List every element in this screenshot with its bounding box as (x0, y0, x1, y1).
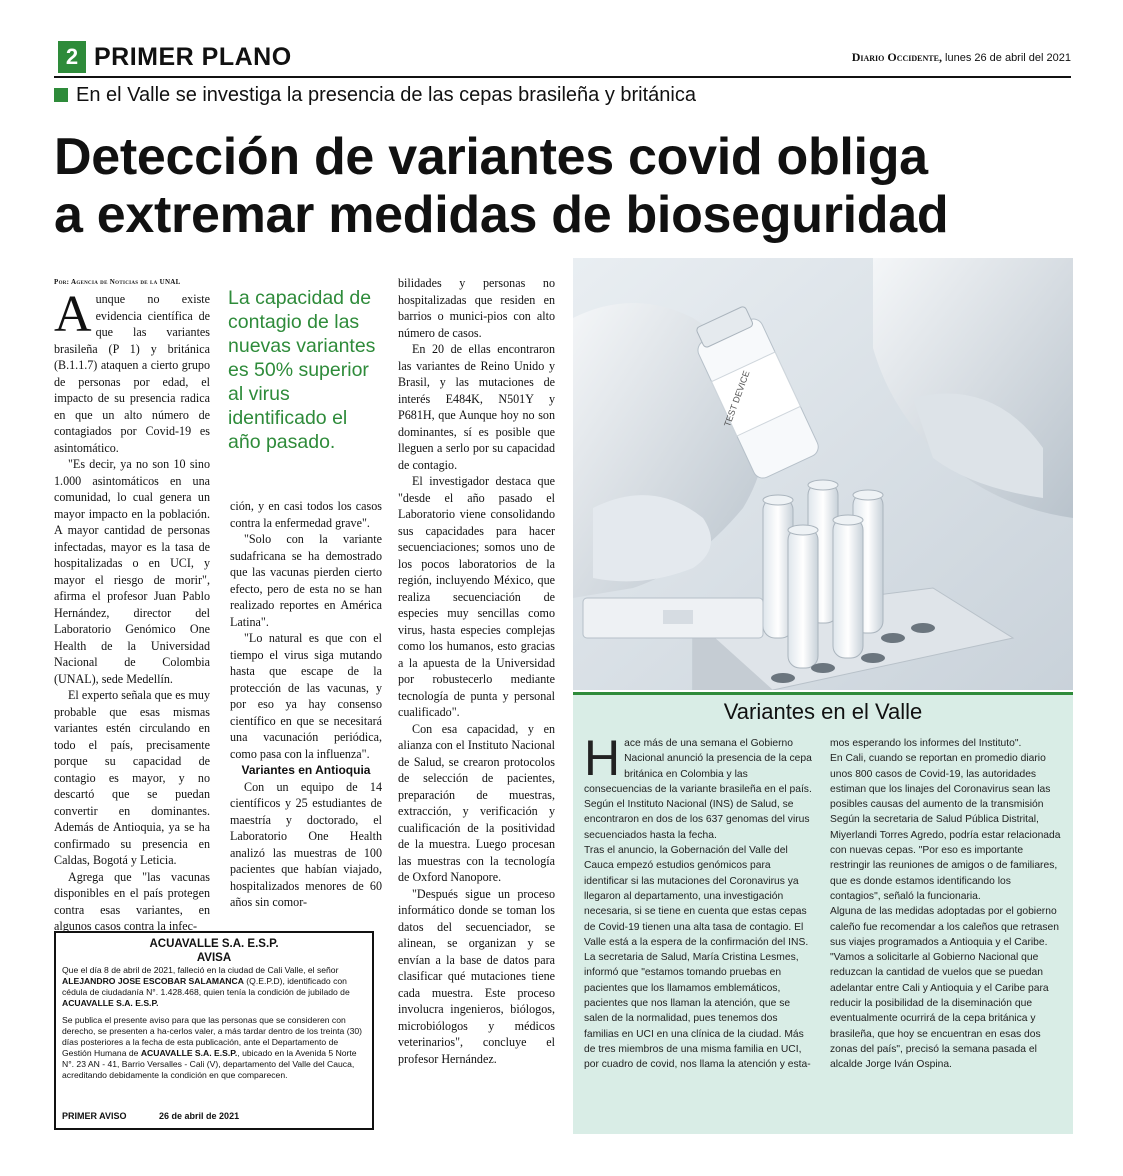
drop-cap: A (54, 286, 92, 343)
article-paragraph: "Lo natural es que con el tiempo el virus siga mutando hasta que escape de la protección de las vacunas, y por eso ya hay consenso científico en que se necesitará una vacunación periódica, como pasa con la influenza". (230, 631, 382, 761)
sidebar-paragraph: mos esperando los informes del Instituto". (830, 738, 1022, 749)
sidebar-paragraph: Hace más de una semana el Gobierno Nacional anunció la presencia de la cepa británica en Colombia y las consecuencias de la variante brasileña en el país. Según el Instituto Nacional (INS) de Salud, se encontraron en dos de los 637 genomas del virus secuenciados hasta la fecha. (584, 730, 812, 841)
paper-name: Diario Occidente, (851, 50, 942, 64)
kicker: En el Valle se investiga la presencia de las cepas brasileña y británica (76, 84, 696, 106)
article-paragraph: bilidades y personas no hospitalizadas que residen en barrios o munici-pios con alto número de casos. (398, 276, 555, 340)
notice-footer (62, 1111, 269, 1122)
notice-subtitle: AVISA (196, 952, 232, 964)
headline-line-2: a extremar medidas de bioseguridad (54, 186, 949, 244)
sidebar-title: Variantes en el Valle (723, 699, 923, 724)
section-name: PRIMER PLANO (94, 43, 292, 71)
header-meta (852, 50, 1071, 65)
article-paragraph: "Solo con la variante sudafricana se ha demostrado que las vacunas pierden cierto efecto, pero de esta no se han realizado reportes en América Latina". (230, 532, 382, 629)
article-paragraph: En 20 de ellas encontraron las variantes de Reino Unido y Brasil, y las mutaciones de interés E484K, N501Y y P681H, que Aunque hoy no son dominantes, sí es posible que lleguen a serlo por su capacidad de contagio. (398, 342, 555, 472)
sidebar-paragraph: Alguna de las medidas adoptadas por el gobierno caleño fue recomendar a los caleños que retrasen sus viajes programados a Antioquia y el Caribe. "Vamos a solicitarle al Gobierno Nacional que reduzcan la cantidad de vuelos que se puedan adelantar entre Cali y Antioquia y el Caribe para reducir la posibilidad de la diseminación que eventualmente ocurrirá de la cepa británica y brasileña, que hoy se encuentran en esas dos zonas del país", precisó la semana pasada el alcalde Jorge Iván Ospina. (830, 906, 1059, 1071)
article-paragraph: Con un equipo de 14 científicos y 25 estudiantes de maestría y doctorado, el Laboratorio One Health analizó las muestras de 100 pacientes que habían viajado, hospitalizados menores de 60 años sin comor- (230, 779, 382, 909)
header-rule (54, 76, 1071, 78)
legal-notice (54, 931, 374, 1130)
vial-label: TEST DEVICE (722, 369, 752, 429)
notice-footer-label: PRIMER AVISO (62, 1111, 127, 1121)
article-paragraph: "Después sigue un proceso informático donde se toman los datos del secuenciador, se alinean, se organizan y se envían a la base de datos para clasificar qué mutaciones tiene cada muestra. Este proceso involucra ingenieros, biólogos, microbiólogos y médicos veterinarios", concluye el profesor Hernández. (398, 886, 555, 1066)
article-column-2 (230, 498, 382, 911)
notice-title: ACUAVALLE S.A. E.S.P. (149, 938, 279, 950)
notice-paragraph: Que el día 8 de abril de 2021, falleció en la ciudad de Cali Valle, el señor ALEJANDRO JOSE ESCOBAR SALAMANCA (Q.E.P.D), identificado con cédula de ciudadanía N°. 1.428.468, quien tenía la condición de jubilado de ACUAVALLE S.A. E.S.P. (62, 965, 350, 1008)
sidebar-column-1 (584, 730, 814, 1073)
lab-photo (573, 258, 1073, 690)
sidebar-paragraph: La secretaria de Salud, María Cristina Lesmes, informó que "estamos tomando pruebas en pacientes que los llamamos emblemáticos, pacientes que nos llaman la atención, que se salen de la normalidad, pues tenemos dos familias en UCI en una clínica de la ciudad. Más de tres miembros de una misma familia en UCI, por cuadro de covid, nos llama la atención y esta- (584, 952, 811, 1071)
byline: Por: Agencia de Noticias de la UNAL (54, 278, 181, 286)
kicker-square-icon (54, 88, 68, 102)
article-paragraph: ción, y en casi todos los casos contra la enfermedad grave". (230, 499, 382, 530)
sidebar-paragraph: Tras el anuncio, la Gobernación del Valle del Cauca empezó estudios genómicos para identificar si las mutaciones del Coronavirus ya llegaron al departamento, una investigación necesaria, si se tiene en cuenta que estas cepas de Covid-19 tienen una alta tasa de contagio. El Valle está a la espera de la confirmación del INS. (584, 845, 809, 948)
article-paragraph: Aunque no existe evidencia científica de que las variantes brasileña (P 1) y británica (B.1.1.7) ataquen a cierto grupo de personas por edad, el impacto de su presencia radica en que un alto número de contagiados por Covid-19 es asintomático. (54, 286, 210, 455)
notice-footer-date: 26 de abril de 2021 (159, 1111, 240, 1121)
sidebar-paragraph: En Cali, cuando se reportan en promedio diario unos 800 casos de Covid-19, las autoridades estiman que los linajes del Coronavirus sean las posibles causas del aumento de la transmisión (830, 753, 1051, 811)
article-paragraph: Agrega que "las vacunas disponibles en el país protegen contra esas variantes, en algunos casos contra la infec- (54, 869, 210, 933)
article-column-1 (54, 286, 210, 935)
article-column-3 (398, 275, 555, 1067)
article-paragraph: Con esa capacidad, y en alianza con el Instituto Nacional de Salud, se crearon protocolos de selección de pacientes, preparación de muestras, extracción, y verificación y cualificación de la positividad de la muestra. Luego procesan las muestras con la tecnología de Oxford Nanopore. (398, 721, 555, 884)
article-paragraph: El investigador destaca que "desde el año pasado el Laboratorio viene consolidando sus capacidades para hacer secuenciaciones; somos uno de los pocos laboratorios de la región, incluyendo México, que realiza secuenciación de especies muy sencillas como virus, hasta especies complejas como los humanos, esto gracias a la apuesta de la Universidad por robustecerlo mediante tecnología de punta y personal cualificado". (398, 474, 555, 719)
headline-line-1: Detección de variantes covid obliga (54, 128, 928, 186)
sidebar-paragraph: Según la secretaria de Salud Pública Distrital, Miyerlandi Torres Agredo, podría estar relacionada con nuevas cepas. "Por eso es importante restringir las reuniones de amigos o de familiares, que es donde estamos identificando los contagios", señaló la funcionaria. (830, 814, 1061, 902)
pull-quote: La capacidad de contagio de las nuevas variantes es 50% superior al virus identificado el año pasado. (228, 287, 376, 453)
notice-paragraph: Se publica el presente aviso para que las personas que se consideren con derecho, se presenten a ha-cerlos valer, a más tardar dentro de los treinta (30) días posteriores a la fecha de esta publicación, ante el Departamento de Gestión Humana de ACUAVALLE S.A. E.S.P., ubicado en la Avenida 5 Norte N°. 23 AN - 41, Barrio Versalles - Cali (V), departamento del Valle del Cauca, acreditando debidamente la condición en que comparecen. (62, 1015, 362, 1080)
sidebar-drop-cap: H (584, 730, 621, 786)
sidebar-column-2 (830, 736, 1062, 1073)
section-number: 2 (58, 41, 86, 73)
subheading: Variantes en Antioquia (241, 763, 371, 777)
headline (54, 128, 1074, 244)
issue-date: lunes 26 de abril del 2021 (945, 52, 1071, 64)
article-paragraph: "Es decir, ya no son 10 sino 1.000 asintomáticos en una comunidad, lo cual genera un mayor impacto en la población. A mayor cantidad de personas infectadas, mayor es la tasa de hospitalizadas o en UCI, y mayor el riesgo de morir", afirma el profesor Juan Pablo Hernández, director del Laboratorio Genómico One Health de la Universidad Nacional de Colombia (UNAL), sede Medellín. (54, 457, 210, 686)
article-paragraph: El experto señala que es muy probable que esas mismas variantes estén circulando en todo el país, precisamente porque su capacidad de contagio es mayor, y no descartó que se puedan convertir en dominantes. Además de Antioquia, ya se ha confirmado su presencia en Caldas, Bogotá y Leticia. (54, 688, 210, 867)
